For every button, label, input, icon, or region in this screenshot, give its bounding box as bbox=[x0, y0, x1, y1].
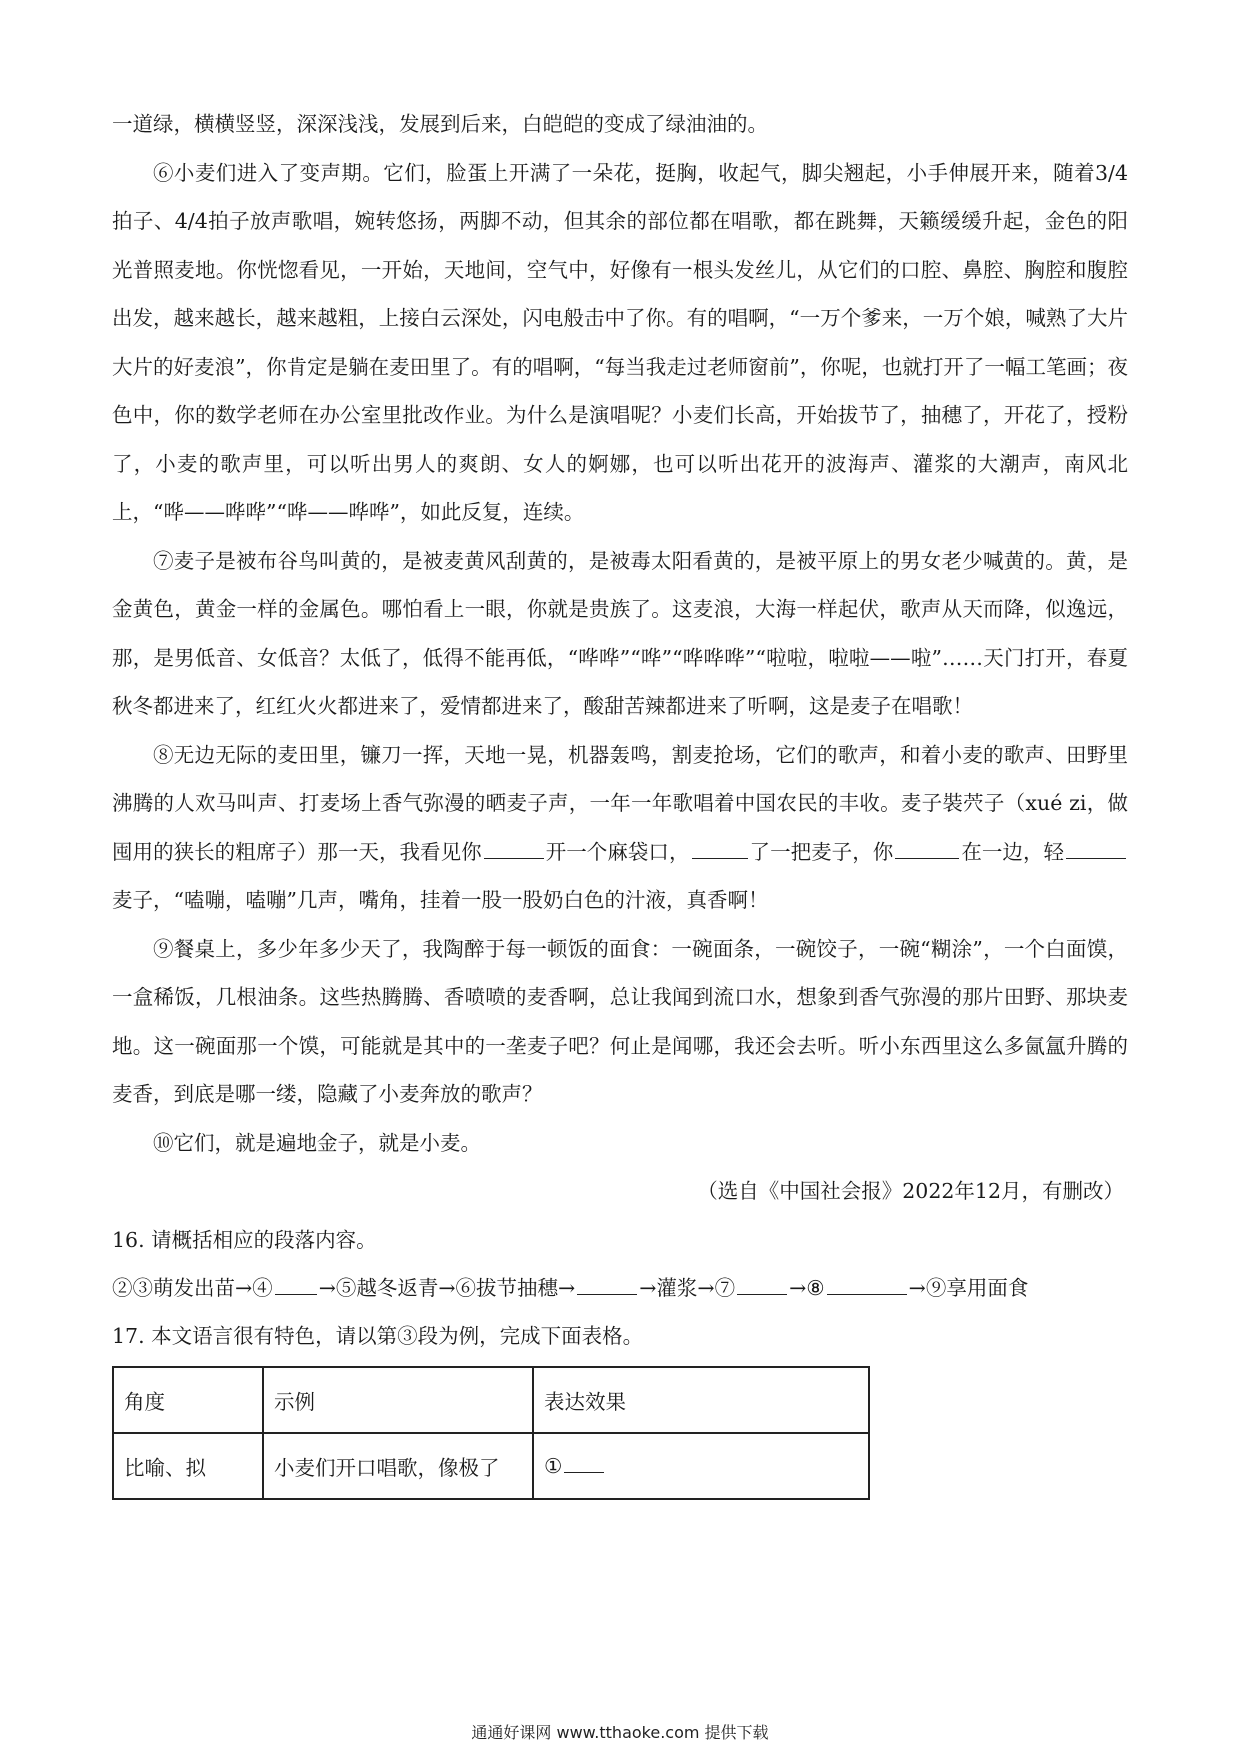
fill-blank-3[interactable] bbox=[895, 857, 959, 859]
question-16-title: 16. 请概括相应的段落内容。 bbox=[112, 1227, 377, 1252]
flow-step-5: →⑨享用面食 bbox=[908, 1275, 1029, 1300]
flow-step-1: ②③萌发出苗→④ bbox=[112, 1275, 273, 1300]
footer-watermark: 通通好课网 www.tthaoke.com 提供下载 bbox=[471, 1723, 769, 1742]
paragraph-8-text-4: 在一边，轻 bbox=[961, 839, 1065, 864]
fill-blank-2[interactable] bbox=[692, 857, 748, 859]
table-row bbox=[113, 1433, 869, 1499]
table-header-row bbox=[113, 1367, 869, 1433]
flow-blank-7[interactable] bbox=[737, 1293, 787, 1295]
fill-blank-1[interactable] bbox=[484, 857, 544, 859]
paragraph-8-text-1: ⑧无边无际的麦田里，镰刀一挥，天地一晃，机器轰鸣，割麦抢场，它们的歌声，和着小麦的歌声、田野里沸腾的人欢马叫声、打麦场上香气弥漫的晒麦子声，一年一年歌唱着中国农民的丰收。麦子裝茓子（xué zi，做囤用的狭长的粗席子）那一天，我看见你 bbox=[112, 742, 1128, 864]
paragraph-10: ⑩它们，就是遍地金子，就是小麦。 bbox=[153, 1130, 481, 1155]
table-header-cell: 表达效果 bbox=[533, 1367, 869, 1433]
table-cell-effect[interactable] bbox=[533, 1433, 869, 1499]
paragraph-9: ⑨餐桌上，多少年多少天了，我陶醉于每一顿饭的面食：一碗面条，一碗饺子，一碗“糊涂”，一个白面馍，一盒稀饭，几根油条。这些热腾腾、香喷喷的麦香啊，总让我闻到流口水，想象到香气弥漫的那片田野、那块麦地。这一碗面那一个馍，可能就是其中的一垄麦子吧？何止是闻哪，我还会去听。听小东西里这么多氤氲升腾的麦香，到底是哪一缕，隐藏了小麦奔放的歌声？ bbox=[112, 936, 1128, 1106]
source-citation: （选自《中国社会报》2022年12月，有删改） bbox=[697, 1179, 1124, 1203]
table-header-cell: 角度 bbox=[113, 1367, 263, 1433]
answer-table bbox=[112, 1366, 870, 1500]
table-header-cell: 示例 bbox=[263, 1367, 533, 1433]
fill-blank-4[interactable] bbox=[1066, 857, 1126, 859]
paragraph-7: ⑦麦子是被布谷鸟叫黄的，是被麦黄风刮黄的，是被毒太阳看黄的，是被平原上的男女老少喊黄的。黄，是金黄色，黄金一样的金属色。哪怕看上一眼，你就是贵族了。这麦浪，大海一样起伏，歌声从天而降，似逸远，那，是男低音、女低音？太低了，低得不能再低，“哗哗”“哗”“哗哗哗”“啦啦，啦啦——啦”……天门打开，春夏秋冬都进来了，红红火火都进来了，爱情都进来了，酸甜苦辣都进来了听啊，这是麦子在唱歌！ bbox=[112, 548, 1128, 718]
article-body bbox=[112, 100, 1128, 1500]
flow-step-4: →⑧ bbox=[789, 1275, 825, 1300]
table-cell-example: 小麦们开口唱歌，像极了 bbox=[263, 1433, 533, 1499]
paragraph-8-text-3: 了一把麦子，你 bbox=[749, 839, 894, 864]
question-17-title: 17. 本文语言很有特色，请以第③段为例，完成下面表格。 bbox=[112, 1323, 644, 1348]
flow-blank-4[interactable] bbox=[275, 1293, 317, 1295]
flow-step-3: →灌浆→⑦ bbox=[639, 1275, 736, 1300]
table-cell-angle: 比喻、拟 bbox=[113, 1433, 263, 1499]
flow-blank-8[interactable] bbox=[827, 1293, 907, 1295]
paragraph-8-text-5: 麦子，“嗑嘣，嗑嘣”几声，嘴角，挂着一股一股奶白色的汁液，真香啊！ bbox=[112, 888, 769, 912]
flow-blank-6[interactable] bbox=[577, 1293, 637, 1295]
effect-blank[interactable] bbox=[564, 1471, 604, 1473]
paragraph-8 bbox=[112, 731, 1128, 925]
question-16-flow bbox=[112, 1264, 1128, 1312]
effect-label: ① bbox=[544, 1453, 563, 1478]
paragraph-continuation: 一道绿，横横竖竖，深深浅浅，发展到后来，白皑皑的变成了绿油油的。 bbox=[112, 112, 768, 136]
flow-step-2: →⑤越冬返青→⑥拔节抽穗→ bbox=[318, 1275, 576, 1300]
paragraph-6: ⑥小麦们进入了变声期。它们，脸蛋上开满了一朵花，挺胸，收起气，脚尖翘起，小手伸展开来，随着3/4拍子、4/4拍子放声歌唱，婉转悠扬，两脚不动，但其余的部位都在唱歌，都在跳舞，天籁缓缓升起，金色的阳光普照麦地。你恍惚看见，一开始，天地间，空气中，好像有一根头发丝儿，从它们的口腔、鼻腔、胸腔和腹腔出发，越来越长，越来越粗，上接白云深处，闪电般击中了你。有的唱啊，“一万个爹来，一万个娘，喊熟了大片大片的好麦浪”，你肯定是躺在麦田里了。有的唱啊，“每当我走过老师窗前”，你呢，也就打开了一幅工笔画；夜色中，你的数学老师在办公室里批改作业。为什么是演唱呢？小麦们长高，开始拔节了，抽穗了，开花了，授粉了，小麦的歌声里，可以听出男人的爽朗、女人的婀娜，也可以听出花开的波海声、灌浆的大潮声，南风北上，“哗——哗哗”“哗——哗哗”，如此反复，连续。 bbox=[112, 160, 1128, 524]
paragraph-8-text-2: 开一个麻袋口， bbox=[545, 839, 690, 864]
